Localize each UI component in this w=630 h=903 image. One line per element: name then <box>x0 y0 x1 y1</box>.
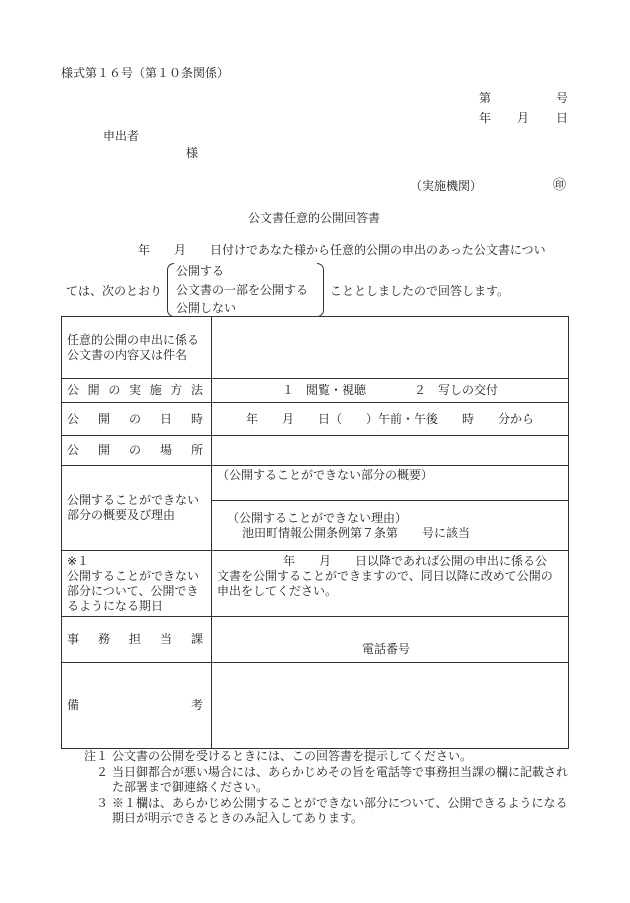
label-char: の <box>108 383 121 397</box>
left-bracket <box>167 263 174 317</box>
label-char: 開 <box>97 443 110 457</box>
nondisclosure-reason-heading: （公開することができない理由） <box>227 510 408 525</box>
method-value[interactable]: １ 閲覧・視聴 ２ 写しの交付 <box>212 379 569 403</box>
label-char: 開 <box>97 411 110 426</box>
date-month: 月 <box>517 111 530 125</box>
row-office <box>62 617 569 663</box>
note-number: ２ <box>95 764 108 779</box>
label-char: 法 <box>190 383 203 397</box>
label-char: 実 <box>128 383 141 397</box>
form-number: 様式第１６号（第１０条関係） <box>61 66 230 80</box>
label-char: 公 <box>67 443 80 457</box>
date-day: 日 <box>556 111 569 125</box>
nondisclosure-article: 池田町情報公開条例第７条第 号に該当 <box>242 525 471 540</box>
document-title: 公文書任意的公開回答書 <box>248 211 381 225</box>
doc-number-prefix: 第 <box>479 91 492 105</box>
label-char: 当 <box>159 632 172 646</box>
future-date-line-1: 年 月 日以降であれば公開の申出に係る公 <box>283 554 548 568</box>
seal-mark: ㊞ <box>553 178 567 193</box>
remarks-label <box>62 663 212 749</box>
note-text: ※１欄は、あらかじめ公開することができない部分について、公開できるようになる期日が明示できるときのみ記入してあります。 <box>112 795 568 826</box>
note-text: 公文書の公開を受けるときには、この回答書を提示してください。 <box>112 749 473 763</box>
body-line-2-end: こととしましたので回答します。 <box>330 284 510 298</box>
row-method <box>62 379 569 403</box>
note-number: 注１ <box>83 749 108 763</box>
note-number: ３ <box>95 795 108 810</box>
future-date-rest: 文書を公開することができますので、同日以降に改めて公開の申出をしてください。 <box>217 569 553 598</box>
office-label <box>62 617 212 663</box>
right-bracket <box>317 263 324 317</box>
future-date-label-cell <box>62 551 212 617</box>
label-char: 備 <box>67 698 80 712</box>
subject-value[interactable] <box>212 317 569 379</box>
datetime-label <box>62 403 212 436</box>
label-char: 公 <box>67 411 80 426</box>
future-date-mark: ※１ <box>67 554 90 568</box>
future-date-value[interactable] <box>212 551 569 617</box>
note-text: 当日御都合が悪い場合には、あらかじめその旨を電話等で事務担当課の欄に記載された部署まで御連絡ください。 <box>112 764 569 795</box>
phone-label: 電話番号 <box>362 642 411 656</box>
label-char: 開 <box>87 383 100 397</box>
honorific: 様 <box>186 146 199 160</box>
notes-section <box>72 749 577 827</box>
label-char: 日 <box>159 411 172 426</box>
note-item <box>72 749 577 765</box>
row-nondisclosure-summary <box>62 466 569 501</box>
note-item <box>72 796 577 827</box>
datetime-value[interactable]: 年 月 日（ ）午前・午後 時 分から <box>212 403 569 436</box>
option-disclose: 公開する <box>176 264 225 278</box>
label-char: 担 <box>128 632 141 646</box>
response-form-table <box>61 316 569 749</box>
label-char: 務 <box>97 632 110 646</box>
applicant-label: 申出者 <box>103 129 140 143</box>
place-label <box>62 436 212 466</box>
label-char: 施 <box>149 383 162 397</box>
doc-number-suffix: 号 <box>556 91 569 105</box>
agency-label: （実施機関） <box>410 179 483 193</box>
note-item <box>72 765 577 796</box>
label-char: 公 <box>67 383 80 397</box>
option-partial: 公文書の一部を公開する <box>176 283 309 297</box>
method-label-text <box>67 383 206 398</box>
label-char: の <box>128 443 141 457</box>
place-value[interactable] <box>212 436 569 466</box>
label-char: 所 <box>190 443 203 457</box>
nondisclosure-label: 公開することができない部分の概要及び理由 <box>62 466 212 551</box>
future-date-label: 公開することができない部分について、公開できるようになる期日 <box>67 569 200 613</box>
nondisclosure-reason-cell[interactable] <box>212 501 569 551</box>
label-char: 方 <box>170 383 183 397</box>
row-datetime <box>62 403 569 436</box>
row-remarks <box>62 663 569 749</box>
row-place <box>62 436 569 466</box>
row-subject <box>62 317 569 379</box>
place-label-text <box>67 443 206 458</box>
label-char: 課 <box>190 632 203 646</box>
datetime-label-text <box>67 412 206 427</box>
label-char: 事 <box>67 632 80 646</box>
nondisclosure-summary[interactable]: （公開することができない部分の概要） <box>212 466 569 501</box>
row-future-date <box>62 551 569 617</box>
remarks-value[interactable] <box>212 663 569 749</box>
method-label <box>62 379 212 403</box>
label-char: 時 <box>190 411 203 426</box>
subject-label: 任意的公開の申出に係る公文書の内容又は件名 <box>62 317 212 379</box>
body-line-2-start: ては、次のとおり <box>66 284 163 298</box>
label-char: 考 <box>190 698 203 712</box>
option-nondisclose: 公開しない <box>176 301 237 315</box>
body-line-1: 年 月 日付けであなた様から任意的公開の申出のあった公文書につい <box>138 243 546 257</box>
label-char: の <box>128 411 141 426</box>
office-label-text <box>67 632 206 647</box>
date-year: 年 <box>479 111 492 125</box>
office-value[interactable] <box>212 617 569 663</box>
remarks-label-text <box>67 698 206 713</box>
label-char: 場 <box>159 443 172 457</box>
